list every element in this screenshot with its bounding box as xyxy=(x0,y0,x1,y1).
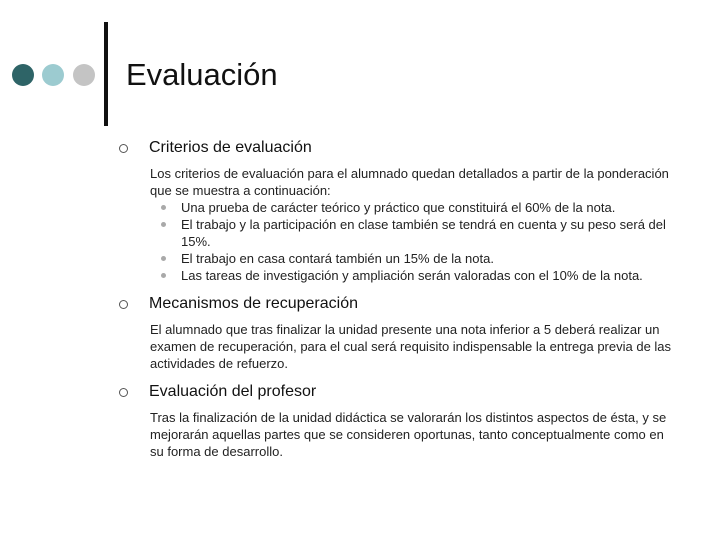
title-divider xyxy=(104,22,108,126)
section-evaluacion-profesor xyxy=(117,382,677,460)
section-body xyxy=(150,165,677,284)
list-item-text: El trabajo y la participación en clase también se tendrá en cuenta y su peso será del 15%. xyxy=(181,217,666,249)
list-item xyxy=(161,250,677,267)
list-item-text: El trabajo en casa contará también un 15% de la nota. xyxy=(181,251,494,266)
bullet-dot-icon xyxy=(161,273,166,278)
ring-bullet-icon xyxy=(119,300,128,309)
list-item xyxy=(161,199,677,216)
section-heading: Evaluación del profesor xyxy=(149,383,317,400)
dot-gray xyxy=(73,64,95,86)
section-heading-row xyxy=(117,138,677,158)
section-heading: Mecanismos de recuperación xyxy=(149,295,358,312)
bullet-dot-icon xyxy=(161,222,166,227)
section-paragraph: Tras la finalización de la unidad didáctica se valorarán los distintos aspectos de ésta, y se mejorarán aquellas partes que se consideren oportunas, tanto conceptualmente como en su forma de desarrollo. xyxy=(150,410,667,459)
dot-light-teal xyxy=(42,64,64,86)
bullet-dot-icon xyxy=(161,205,166,210)
section-paragraph: Los criterios de evaluación para el alumnado quedan detallados a partir de la ponderación que se muestra a continuación: xyxy=(150,166,669,198)
section-paragraph: El alumnado que tras finalizar la unidad presente una nota inferior a 5 deberá realizar un examen de recuperación, para el cual será requisito indispensable la entrega previa de las actividades de refuerzo. xyxy=(150,322,672,371)
section-heading: Criterios de evaluación xyxy=(149,139,312,156)
section-heading-row xyxy=(117,382,677,402)
section-recuperacion xyxy=(117,294,677,372)
list-item xyxy=(161,216,677,250)
list-item-text: Las tareas de investigación y ampliación serán valoradas con el 10% de la nota. xyxy=(181,268,643,283)
dot-dark-teal xyxy=(12,64,34,86)
list-item-text: Una prueba de carácter teórico y práctico que constituirá el 60% de la nota. xyxy=(181,200,616,215)
slide-content xyxy=(117,138,677,470)
ring-bullet-icon xyxy=(119,388,128,397)
slide-title: Evaluación xyxy=(126,57,278,92)
ring-bullet-icon xyxy=(119,144,128,153)
section-heading-row xyxy=(117,294,677,314)
list-item xyxy=(161,267,677,284)
criteria-list xyxy=(150,199,677,284)
bullet-dot-icon xyxy=(161,256,166,261)
section-criterios xyxy=(117,138,677,284)
